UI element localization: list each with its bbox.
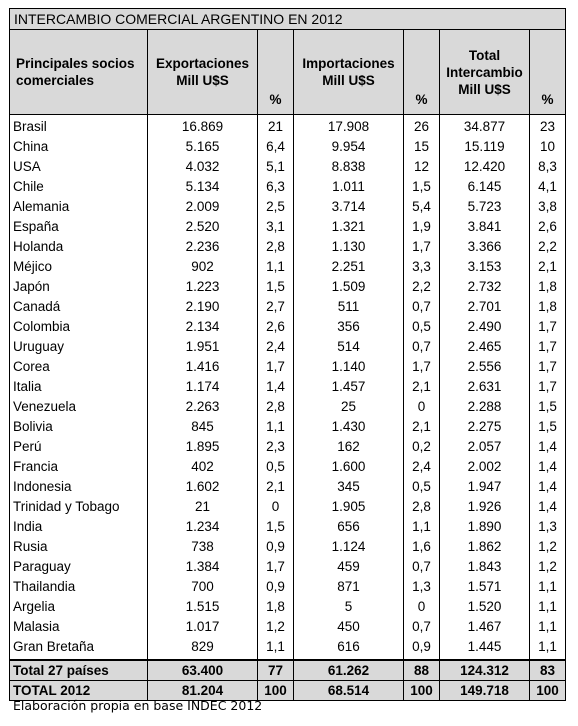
exports-cell: 1.174 — [148, 377, 258, 397]
imports-pct-cell: 0,7 — [404, 617, 440, 637]
exports-pct-cell: 2,8 — [258, 397, 294, 417]
table-row — [10, 577, 566, 597]
exports-pct-cell: 2,5 — [258, 197, 294, 217]
trade-table-container — [9, 8, 565, 701]
exports-cell: 2.134 — [148, 317, 258, 337]
total-pct-cell: 1,4 — [530, 437, 566, 457]
country-cell: Venezuela — [10, 397, 148, 417]
exports-pct-cell: 6,4 — [258, 137, 294, 157]
total-cell: 1.926 — [440, 497, 530, 517]
imports-cell: 871 — [294, 577, 404, 597]
imports-cell: 511 — [294, 297, 404, 317]
table-row — [10, 137, 566, 157]
table-row — [10, 217, 566, 237]
country-cell: Trinidad y Tobago — [10, 497, 148, 517]
imports-cell: 1.600 — [294, 457, 404, 477]
table-row — [10, 177, 566, 197]
total-label-cell: TOTAL 2012 — [10, 681, 148, 701]
table-row — [10, 437, 566, 457]
total-pct-cell: 1,1 — [530, 617, 566, 637]
exports-pct-cell: 1,5 — [258, 277, 294, 297]
exports-cell: 1.602 — [148, 477, 258, 497]
exports-pct-cell: 2,4 — [258, 337, 294, 357]
table-row — [10, 557, 566, 577]
total-cell: 12.420 — [440, 157, 530, 177]
total-cell: 2.701 — [440, 297, 530, 317]
imports-pct-cell: 1,7 — [404, 357, 440, 377]
country-cell: Thailandia — [10, 577, 148, 597]
exports-pct-cell: 2,6 — [258, 317, 294, 337]
country-cell: India — [10, 517, 148, 537]
header-exports-pct: % — [258, 30, 294, 115]
exports-cell: 738 — [148, 537, 258, 557]
header-total: Total Intercambio Mill U$S — [440, 30, 530, 115]
country-cell: Francia — [10, 457, 148, 477]
total-cell: 1.862 — [440, 537, 530, 557]
total-cell: 1.520 — [440, 597, 530, 617]
total-pct-cell: 8,3 — [530, 157, 566, 177]
table-row — [10, 257, 566, 277]
country-cell: Italia — [10, 377, 148, 397]
total-pct-cell: 1,2 — [530, 557, 566, 577]
total-pct-cell: 1,7 — [530, 357, 566, 377]
imports-pct-cell: 3,3 — [404, 257, 440, 277]
imports-pct-cell: 100 — [404, 681, 440, 701]
exports-cell: 845 — [148, 417, 258, 437]
header-exports: Exportaciones Mill U$S — [148, 30, 258, 115]
imports-cell: 25 — [294, 397, 404, 417]
table-row — [10, 115, 566, 138]
exports-cell: 2.190 — [148, 297, 258, 317]
total-cell: 2.631 — [440, 377, 530, 397]
imports-cell: 656 — [294, 517, 404, 537]
table-row — [10, 297, 566, 317]
imports-pct-cell: 2,4 — [404, 457, 440, 477]
total-pct-cell: 1,7 — [530, 317, 566, 337]
table-row — [10, 637, 566, 660]
exports-cell: 5.165 — [148, 137, 258, 157]
total-cell: 2.490 — [440, 317, 530, 337]
imports-pct-cell: 1,1 — [404, 517, 440, 537]
imports-cell: 1.321 — [294, 217, 404, 237]
country-cell: Rusia — [10, 537, 148, 557]
exports-pct-cell: 1,1 — [258, 417, 294, 437]
imports-pct-cell: 0,7 — [404, 557, 440, 577]
country-cell: Chile — [10, 177, 148, 197]
country-cell: España — [10, 217, 148, 237]
imports-pct-cell: 0,7 — [404, 337, 440, 357]
header-imports: Importaciones Mill U$S — [294, 30, 404, 115]
total-cell: 3.366 — [440, 237, 530, 257]
total-label-cell: Total 27 países — [10, 660, 148, 681]
table-row — [10, 277, 566, 297]
exports-cell: 81.204 — [148, 681, 258, 701]
country-cell: Corea — [10, 357, 148, 377]
exports-pct-cell: 2,7 — [258, 297, 294, 317]
country-cell: Gran Bretaña — [10, 637, 148, 660]
imports-cell: 1.124 — [294, 537, 404, 557]
exports-cell: 1.234 — [148, 517, 258, 537]
imports-cell: 9.954 — [294, 137, 404, 157]
imports-pct-cell: 0 — [404, 397, 440, 417]
exports-pct-cell: 0,9 — [258, 577, 294, 597]
imports-cell: 61.262 — [294, 660, 404, 681]
table-row — [10, 537, 566, 557]
imports-pct-cell: 0,7 — [404, 297, 440, 317]
exports-pct-cell: 6,3 — [258, 177, 294, 197]
total-pct-cell: 1,5 — [530, 397, 566, 417]
table-row — [10, 157, 566, 177]
country-cell: Malasia — [10, 617, 148, 637]
exports-cell: 1.017 — [148, 617, 258, 637]
table-row — [10, 417, 566, 437]
country-cell: Colombia — [10, 317, 148, 337]
total-pct-cell: 1,5 — [530, 417, 566, 437]
total-cell: 2.275 — [440, 417, 530, 437]
imports-pct-cell: 1,6 — [404, 537, 440, 557]
exports-pct-cell: 1,4 — [258, 377, 294, 397]
exports-pct-cell: 1,7 — [258, 557, 294, 577]
total-cell: 149.718 — [440, 681, 530, 701]
exports-cell: 1.895 — [148, 437, 258, 457]
total-pct-cell: 2,2 — [530, 237, 566, 257]
total-pct-cell: 1,8 — [530, 277, 566, 297]
imports-pct-cell: 88 — [404, 660, 440, 681]
imports-pct-cell: 0,5 — [404, 317, 440, 337]
table-row — [10, 457, 566, 477]
source-footnote: Elaboración propia en base INDEC 2012 — [13, 698, 263, 713]
total-pct-cell: 1,1 — [530, 597, 566, 617]
table-title: INTERCAMBIO COMERCIAL ARGENTINO EN 2012 — [10, 9, 566, 30]
imports-cell: 8.838 — [294, 157, 404, 177]
country-cell: Bolivia — [10, 417, 148, 437]
country-cell: Brasil — [10, 115, 148, 138]
imports-pct-cell: 0,5 — [404, 477, 440, 497]
imports-pct-cell: 2,1 — [404, 417, 440, 437]
imports-cell: 1.905 — [294, 497, 404, 517]
total-pct-cell: 1,4 — [530, 477, 566, 497]
country-cell: Paraguay — [10, 557, 148, 577]
table-row — [10, 517, 566, 537]
total-pct-cell: 3,8 — [530, 197, 566, 217]
total-cell: 3.841 — [440, 217, 530, 237]
imports-cell: 450 — [294, 617, 404, 637]
imports-pct-cell: 5,4 — [404, 197, 440, 217]
exports-pct-cell: 0 — [258, 497, 294, 517]
country-cell: Japón — [10, 277, 148, 297]
total-pct-cell: 1,2 — [530, 537, 566, 557]
exports-cell: 1.223 — [148, 277, 258, 297]
table-row — [10, 497, 566, 517]
total-cell: 2.002 — [440, 457, 530, 477]
imports-cell: 459 — [294, 557, 404, 577]
total-cell: 2.556 — [440, 357, 530, 377]
imports-cell: 162 — [294, 437, 404, 457]
table-row — [10, 337, 566, 357]
table-totals — [10, 660, 566, 701]
header-partners: Principales socios comerciales — [10, 30, 148, 115]
country-cell: Argelia — [10, 597, 148, 617]
imports-cell: 1.430 — [294, 417, 404, 437]
imports-pct-cell: 1,9 — [404, 217, 440, 237]
exports-cell: 902 — [148, 257, 258, 277]
exports-cell: 1.416 — [148, 357, 258, 377]
country-cell: China — [10, 137, 148, 157]
total-cell: 2.465 — [440, 337, 530, 357]
total-cell: 1.571 — [440, 577, 530, 597]
exports-pct-cell: 1,1 — [258, 257, 294, 277]
exports-pct-cell: 2,1 — [258, 477, 294, 497]
total-pct-cell: 83 — [530, 660, 566, 681]
total-pct-cell: 1,7 — [530, 337, 566, 357]
exports-pct-cell: 100 — [258, 681, 294, 701]
country-cell: Méjico — [10, 257, 148, 277]
exports-cell: 16.869 — [148, 115, 258, 138]
total-pct-cell: 10 — [530, 137, 566, 157]
exports-pct-cell: 5,1 — [258, 157, 294, 177]
exports-cell: 700 — [148, 577, 258, 597]
total-cell: 1.843 — [440, 557, 530, 577]
total-pct-cell: 1,4 — [530, 457, 566, 477]
country-cell: Uruguay — [10, 337, 148, 357]
totals-row — [10, 660, 566, 681]
exports-pct-cell: 0,9 — [258, 537, 294, 557]
total-cell: 2.288 — [440, 397, 530, 417]
total-pct-cell: 2,1 — [530, 257, 566, 277]
total-pct-cell: 1,1 — [530, 577, 566, 597]
country-cell: Indonesia — [10, 477, 148, 497]
country-cell: Perú — [10, 437, 148, 457]
total-cell: 5.723 — [440, 197, 530, 217]
exports-pct-cell: 0,5 — [258, 457, 294, 477]
total-pct-cell: 1,8 — [530, 297, 566, 317]
total-pct-cell: 23 — [530, 115, 566, 138]
table-row — [10, 317, 566, 337]
imports-pct-cell: 1,7 — [404, 237, 440, 257]
exports-pct-cell: 1,7 — [258, 357, 294, 377]
exports-pct-cell: 1,5 — [258, 517, 294, 537]
exports-cell: 829 — [148, 637, 258, 660]
table-row — [10, 597, 566, 617]
imports-cell: 514 — [294, 337, 404, 357]
exports-cell: 1.515 — [148, 597, 258, 617]
table-row — [10, 397, 566, 417]
total-cell: 1.947 — [440, 477, 530, 497]
imports-cell: 5 — [294, 597, 404, 617]
imports-pct-cell: 2,1 — [404, 377, 440, 397]
imports-cell: 1.011 — [294, 177, 404, 197]
total-cell: 124.312 — [440, 660, 530, 681]
total-pct-cell: 1,3 — [530, 517, 566, 537]
table-row — [10, 617, 566, 637]
total-pct-cell: 1,7 — [530, 377, 566, 397]
exports-pct-cell: 1,2 — [258, 617, 294, 637]
imports-pct-cell: 26 — [404, 115, 440, 138]
exports-cell: 2.009 — [148, 197, 258, 217]
table-row — [10, 197, 566, 217]
table-row — [10, 477, 566, 497]
table-row — [10, 357, 566, 377]
imports-cell: 1.130 — [294, 237, 404, 257]
imports-cell: 2.251 — [294, 257, 404, 277]
exports-cell: 2.236 — [148, 237, 258, 257]
total-pct-cell: 100 — [530, 681, 566, 701]
exports-pct-cell: 21 — [258, 115, 294, 138]
imports-cell: 3.714 — [294, 197, 404, 217]
country-cell: USA — [10, 157, 148, 177]
header-total-pct: % — [530, 30, 566, 115]
country-cell: Alemania — [10, 197, 148, 217]
exports-cell: 402 — [148, 457, 258, 477]
imports-pct-cell: 15 — [404, 137, 440, 157]
exports-cell: 1.951 — [148, 337, 258, 357]
table-row — [10, 237, 566, 257]
total-cell: 2.057 — [440, 437, 530, 457]
exports-pct-cell: 1,8 — [258, 597, 294, 617]
total-pct-cell: 2,6 — [530, 217, 566, 237]
imports-pct-cell: 12 — [404, 157, 440, 177]
exports-pct-cell: 2,3 — [258, 437, 294, 457]
imports-cell: 356 — [294, 317, 404, 337]
imports-pct-cell: 0 — [404, 597, 440, 617]
header-imports-pct: % — [404, 30, 440, 115]
total-cell: 34.877 — [440, 115, 530, 138]
total-cell: 1.467 — [440, 617, 530, 637]
imports-cell: 17.908 — [294, 115, 404, 138]
imports-pct-cell: 0,9 — [404, 637, 440, 660]
total-cell: 6.145 — [440, 177, 530, 197]
exports-cell: 4.032 — [148, 157, 258, 177]
exports-cell: 63.400 — [148, 660, 258, 681]
table-body — [10, 115, 566, 661]
imports-cell: 1.457 — [294, 377, 404, 397]
exports-cell: 21 — [148, 497, 258, 517]
imports-cell: 1.509 — [294, 277, 404, 297]
exports-cell: 5.134 — [148, 177, 258, 197]
exports-cell: 2.520 — [148, 217, 258, 237]
country-cell: Holanda — [10, 237, 148, 257]
imports-pct-cell: 0,2 — [404, 437, 440, 457]
total-cell: 2.732 — [440, 277, 530, 297]
exports-pct-cell: 77 — [258, 660, 294, 681]
exports-cell: 2.263 — [148, 397, 258, 417]
imports-pct-cell: 2,8 — [404, 497, 440, 517]
total-cell: 3.153 — [440, 257, 530, 277]
total-pct-cell: 1,4 — [530, 497, 566, 517]
trade-table — [9, 8, 566, 701]
imports-pct-cell: 1,5 — [404, 177, 440, 197]
exports-cell: 1.384 — [148, 557, 258, 577]
imports-cell: 68.514 — [294, 681, 404, 701]
exports-pct-cell: 3,1 — [258, 217, 294, 237]
imports-cell: 616 — [294, 637, 404, 660]
country-cell: Canadá — [10, 297, 148, 317]
total-cell: 15.119 — [440, 137, 530, 157]
total-cell: 1.445 — [440, 637, 530, 660]
total-pct-cell: 1,1 — [530, 637, 566, 660]
imports-pct-cell: 1,3 — [404, 577, 440, 597]
exports-pct-cell: 2,8 — [258, 237, 294, 257]
total-pct-cell: 4,1 — [530, 177, 566, 197]
imports-pct-cell: 2,2 — [404, 277, 440, 297]
total-cell: 1.890 — [440, 517, 530, 537]
exports-pct-cell: 1,1 — [258, 637, 294, 660]
table-row — [10, 377, 566, 397]
imports-cell: 1.140 — [294, 357, 404, 377]
imports-cell: 345 — [294, 477, 404, 497]
